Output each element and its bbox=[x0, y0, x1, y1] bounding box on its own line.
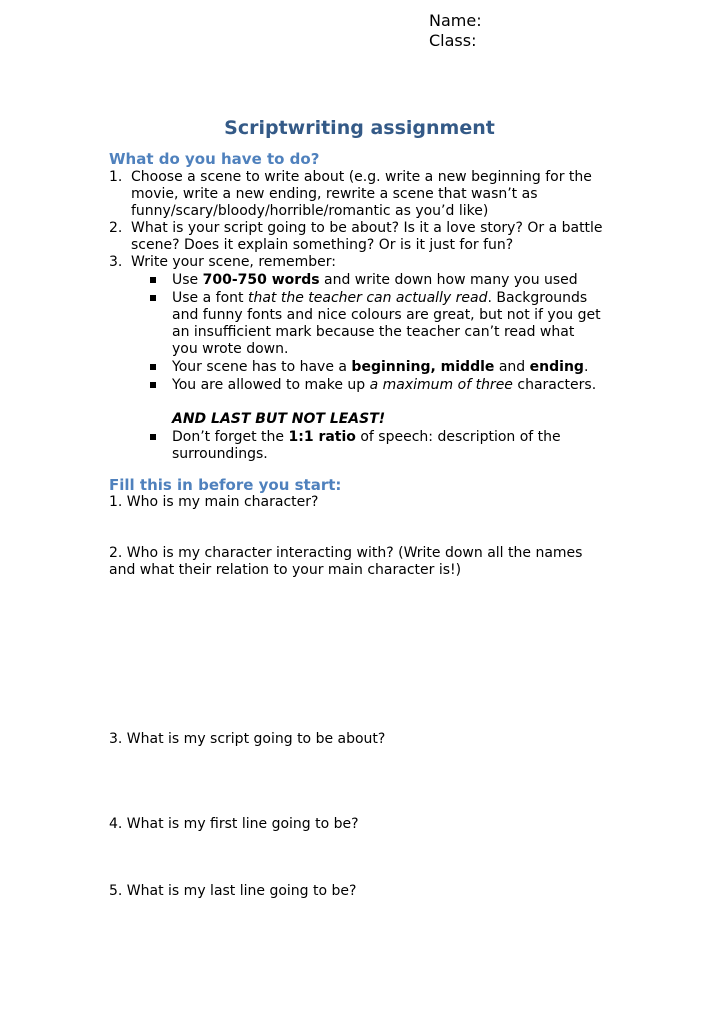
question-4: 4. What is my first line going to be? bbox=[109, 816, 359, 832]
bullet-square-icon bbox=[150, 295, 156, 301]
list-item-text: movie, write a new ending, rewrite a scene that wasn’t as bbox=[131, 186, 538, 202]
section-heading-what-to-do: What do you have to do? bbox=[109, 150, 320, 168]
bullet-square-icon bbox=[150, 277, 156, 283]
section-heading-fill-in: Fill this in before you start: bbox=[109, 476, 342, 494]
bullet-square-icon bbox=[150, 364, 156, 370]
bullet-text: an insufficient mark because the teacher can’t read what bbox=[172, 324, 575, 340]
class-label: Class: bbox=[429, 31, 477, 50]
list-number: 1. bbox=[109, 169, 123, 185]
question-5: 5. What is my last line going to be? bbox=[109, 883, 357, 899]
question-2-line-2: and what their relation to your main character is!) bbox=[109, 562, 462, 578]
last-note: AND LAST BUT NOT LEAST! bbox=[172, 411, 386, 427]
page-title: Scriptwriting assignment bbox=[224, 117, 495, 139]
name-label: Name: bbox=[429, 11, 482, 30]
bullet-text: surroundings. bbox=[172, 446, 268, 462]
list-item-text: funny/scary/bloody/horrible/romantic as you’d like) bbox=[131, 203, 489, 219]
list-item-text: Write your scene, remember: bbox=[131, 254, 337, 270]
list-item-text: What is your script going to be about? Is it a love story? Or a battle bbox=[131, 220, 603, 236]
bullet-text: Don’t forget the 1:1 ratio of speech: description of the bbox=[172, 429, 561, 445]
list-item-text: Choose a scene to write about (e.g. write a new beginning for the bbox=[131, 169, 592, 185]
list-item-text: scene? Does it explain something? Or is it just for fun? bbox=[131, 237, 514, 253]
bullet-text: Use 700-750 words and write down how many you used bbox=[172, 272, 578, 288]
list-number: 3. bbox=[109, 254, 123, 270]
list-number: 2. bbox=[109, 220, 123, 236]
bullet-square-icon bbox=[150, 434, 156, 440]
bullet-square-icon bbox=[150, 382, 156, 388]
bullet-text: Your scene has to have a beginning, middle and ending. bbox=[172, 359, 589, 375]
question-3: 3. What is my script going to be about? bbox=[109, 731, 386, 747]
bullet-text: Use a font that the teacher can actually read. Backgrounds bbox=[172, 290, 588, 306]
question-2-line-1: 2. Who is my character interacting with? (Write down all the names bbox=[109, 545, 583, 561]
question-1: 1. Who is my main character? bbox=[109, 494, 319, 510]
bullet-text: you wrote down. bbox=[172, 341, 289, 357]
bullet-text: You are allowed to make up a maximum of three characters. bbox=[172, 377, 597, 393]
bullet-text: and funny fonts and nice colours are great, but not if you get bbox=[172, 307, 601, 323]
